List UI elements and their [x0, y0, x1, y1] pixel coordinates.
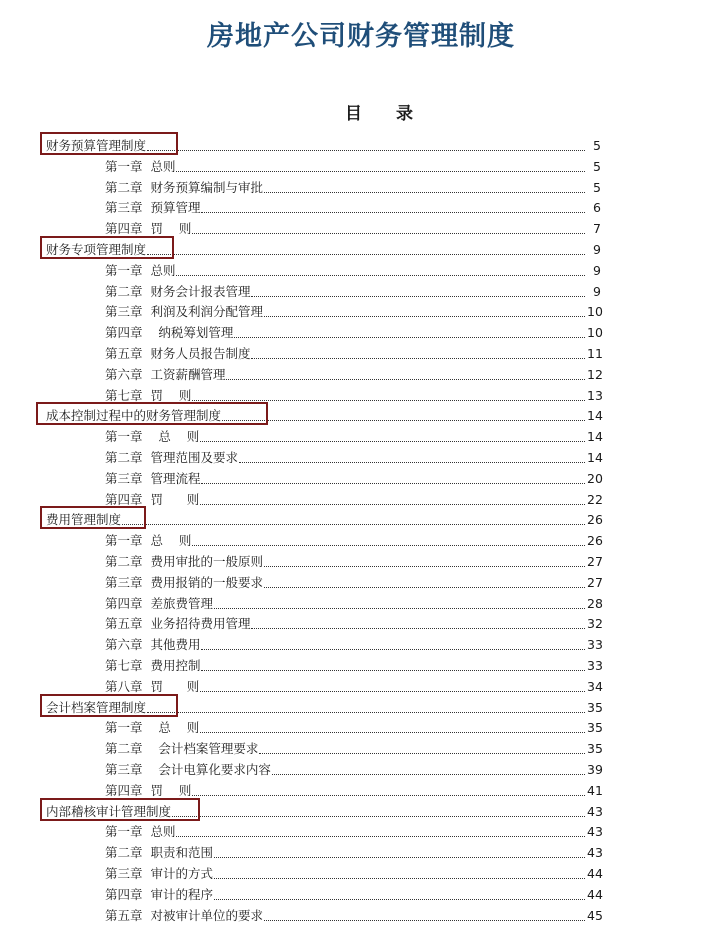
toc-chapter-label: 第四章 罚 则	[105, 782, 192, 798]
toc-chapter-entry[interactable]	[105, 280, 601, 300]
toc-page-number: 43	[587, 803, 603, 819]
toc-page-number: 10	[587, 325, 603, 341]
toc-chapter-label: 第二章 职责和范围	[105, 845, 213, 861]
toc-chapter-entry[interactable]	[105, 571, 601, 591]
toc-leader-dots	[147, 149, 585, 151]
toc-chapter-label: 第四章 罚 则	[105, 491, 200, 507]
toc-chapter-label: 第四章 差旅费管理	[105, 595, 213, 611]
toc-leader-dots	[200, 690, 585, 692]
toc-chapter-label: 第一章 总 则	[105, 533, 192, 549]
toc-leader-dots	[192, 232, 585, 234]
toc-page-number: 35	[587, 741, 603, 757]
toc-leader-dots	[201, 211, 585, 213]
toc-chapter-label: 第八章 罚 则	[105, 678, 200, 694]
toc-page-number: 12	[587, 366, 603, 382]
toc-leader-dots	[259, 752, 585, 754]
toc-chapter-label: 第六章 其他费用	[105, 637, 201, 653]
toc-page-number: 22	[587, 491, 603, 507]
document-title: 房地产公司财务管理制度	[207, 21, 515, 52]
toc-chapter-entry[interactable]	[105, 300, 601, 320]
toc-page-number: 34	[587, 678, 603, 694]
toc-leader-dots	[122, 523, 585, 525]
toc-leader-dots	[176, 170, 585, 172]
toc-leader-dots	[264, 919, 585, 921]
toc-leader-dots	[192, 544, 585, 546]
toc-chapter-label: 第五章 业务招待费用管理	[105, 616, 251, 632]
toc-leader-dots	[176, 274, 585, 276]
toc-chapter-entry[interactable]	[105, 716, 601, 736]
toc-chapter-label: 第七章 费用控制	[105, 658, 201, 673]
toc-leader-dots	[251, 357, 585, 359]
toc-section-label: 内部稽核审计管理制度	[46, 803, 172, 819]
toc-chapter-label: 第四章 审计的程序	[105, 886, 213, 902]
toc-chapter-label: 第四章 罚 则	[105, 221, 192, 237]
toc-page-number: 14	[587, 408, 603, 424]
toc-page-number: 33	[587, 658, 603, 673]
toc-chapter-label: 第一章 总则	[105, 824, 176, 840]
toc-leader-dots	[264, 191, 585, 193]
toc-chapter-entry[interactable]	[105, 654, 601, 674]
toc-leader-dots	[200, 440, 585, 442]
toc-section-label: 会计档案管理制度	[46, 699, 147, 715]
toc-leader-dots	[239, 461, 585, 463]
toc-chapter-entry[interactable]	[105, 467, 601, 487]
toc-page-number: 9	[593, 262, 601, 278]
toc-leader-dots	[264, 586, 585, 588]
toc-leader-dots	[147, 711, 585, 713]
toc-chapter-entry[interactable]	[105, 633, 601, 653]
toc-leader-dots	[251, 295, 585, 297]
toc-leader-dots	[214, 607, 585, 609]
toc-leader-dots	[201, 648, 585, 650]
toc-page-number: 35	[587, 699, 603, 715]
toc-section-entry[interactable]	[46, 508, 601, 528]
toc-chapter-label: 第五章 对被审计单位的要求	[105, 907, 263, 923]
toc-chapter-label: 第一章 总则	[105, 262, 176, 278]
toc-page-number: 5	[593, 138, 601, 153]
toc-section-entry[interactable]	[46, 238, 601, 258]
toc-page-number: 6	[593, 200, 601, 216]
toc-chapter-entry[interactable]	[105, 737, 601, 757]
toc-page-number: 35	[587, 720, 603, 736]
toc-page-number: 28	[587, 595, 603, 611]
toc-chapter-label: 第五章 财务人员报告制度	[105, 346, 251, 361]
toc-section-entry[interactable]	[46, 696, 601, 716]
toc-section-label: 费用管理制度	[46, 512, 122, 528]
toc-chapter-label: 第一章 总则	[105, 158, 176, 174]
toc-leader-dots	[176, 835, 585, 837]
toc-page-number: 14	[587, 450, 603, 465]
toc-chapter-label: 第二章 财务预算编制与审批	[105, 179, 263, 195]
toc-leader-dots	[214, 877, 585, 879]
toc-page-number: 5	[593, 179, 601, 195]
toc-chapter-entry[interactable]	[105, 758, 601, 778]
toc-chapter-entry[interactable]	[105, 196, 601, 216]
toc-chapter-entry[interactable]	[105, 841, 601, 861]
toc-leader-dots	[200, 503, 585, 505]
toc-page-number: 26	[587, 512, 603, 528]
toc-heading-char-2: 录	[395, 104, 413, 124]
toc-page-number: 44	[587, 866, 603, 881]
toc-chapter-entry[interactable]	[105, 883, 601, 903]
toc-page-number: 9	[593, 283, 601, 299]
toc-leader-dots	[264, 565, 585, 567]
toc-chapter-label: 第二章 管理范围及要求	[105, 450, 238, 465]
toc-chapter-entry[interactable]	[105, 904, 601, 924]
toc-page-number: 33	[587, 637, 603, 653]
toc-leader-dots	[192, 794, 585, 796]
toc-leader-dots	[264, 315, 585, 317]
toc-page-number: 45	[587, 907, 603, 923]
toc-chapter-entry[interactable]	[105, 820, 601, 840]
toc-leader-dots	[234, 336, 585, 338]
toc-chapter-label: 第七章 罚 则	[105, 387, 192, 403]
toc-leader-dots	[226, 378, 585, 380]
toc-chapter-label: 第三章 会计电算化要求内容	[105, 762, 271, 777]
toc-chapter-entry[interactable]	[105, 529, 601, 549]
toc-leader-dots	[172, 815, 585, 817]
toc-chapter-entry[interactable]	[105, 176, 601, 196]
toc-heading-char-1: 目	[345, 104, 363, 124]
toc-chapter-entry[interactable]	[105, 612, 601, 632]
toc-chapter-entry[interactable]	[105, 384, 601, 404]
toc-chapter-entry[interactable]	[105, 425, 601, 445]
toc-chapter-label: 第三章 费用报销的一般要求	[105, 574, 263, 590]
toc-chapter-entry[interactable]	[105, 342, 601, 362]
toc-page-number: 14	[587, 429, 603, 445]
toc-page-number: 43	[587, 824, 603, 840]
toc-chapter-entry[interactable]	[105, 550, 601, 570]
toc-heading	[0, 99, 722, 124]
toc-page-number: 26	[587, 533, 603, 549]
toc-page-number: 20	[587, 470, 603, 486]
toc-section-entry[interactable]	[46, 800, 601, 820]
toc-chapter-label: 第三章 审计的方式	[105, 866, 213, 881]
toc-chapter-label: 第一章 总 则	[105, 429, 200, 445]
toc-page-number: 5	[593, 158, 601, 174]
toc-chapter-label: 第三章 管理流程	[105, 470, 201, 486]
toc-page-number: 27	[587, 554, 603, 569]
toc-page-number: 13	[587, 387, 603, 403]
toc-leader-dots	[214, 856, 585, 858]
toc-leader-dots	[272, 773, 585, 775]
toc-chapter-label: 第二章 财务会计报表管理	[105, 283, 251, 299]
toc-chapter-label: 第四章 纳税筹划管理	[105, 325, 234, 341]
toc-chapter-entry[interactable]	[105, 217, 601, 237]
toc-page-number: 11	[587, 346, 603, 361]
toc-leader-dots	[200, 731, 585, 733]
toc-leader-dots	[201, 482, 585, 484]
toc-leader-dots	[222, 419, 585, 421]
toc-section-entry[interactable]	[46, 134, 601, 154]
toc-chapter-entry[interactable]	[105, 363, 601, 383]
toc-chapter-entry[interactable]	[105, 488, 601, 508]
toc-page-number: 41	[587, 782, 603, 798]
toc-chapter-label: 第二章 费用审批的一般原则	[105, 554, 263, 569]
toc-page-number: 10	[587, 304, 603, 320]
toc-chapter-entry[interactable]	[105, 779, 601, 799]
toc-leader-dots	[214, 898, 585, 900]
toc-page-number: 27	[587, 574, 603, 590]
toc-page-number: 43	[587, 845, 603, 861]
toc-chapter-entry[interactable]	[105, 592, 601, 612]
toc-chapter-label: 第三章 利润及利润分配管理	[105, 304, 263, 320]
toc-page-number: 44	[587, 886, 603, 902]
toc-page-number: 7	[593, 221, 601, 237]
toc-section-label: 成本控制过程中的财务管理制度	[46, 408, 222, 424]
toc-chapter-label: 第三章 预算管理	[105, 200, 201, 216]
toc-leader-dots	[201, 669, 585, 671]
toc-chapter-label: 第六章 工资薪酬管理	[105, 366, 226, 382]
toc-page-number: 32	[587, 616, 603, 632]
toc-leader-dots	[147, 253, 585, 255]
toc-chapter-entry[interactable]	[105, 259, 601, 279]
toc-chapter-entry[interactable]	[105, 155, 601, 175]
toc-leader-dots	[251, 627, 585, 629]
toc-section-label: 财务预算管理制度	[46, 138, 147, 153]
toc-page-number: 9	[593, 242, 601, 257]
toc-chapter-entry[interactable]	[105, 321, 601, 341]
toc-page-number: 39	[587, 762, 603, 777]
toc-chapter-entry[interactable]	[105, 862, 601, 882]
toc-leader-dots	[192, 399, 585, 401]
toc-chapter-label: 第一章 总 则	[105, 720, 200, 736]
toc-section-entry[interactable]	[46, 404, 601, 424]
toc-section-label: 财务专项管理制度	[46, 242, 147, 257]
toc-chapter-label: 第二章 会计档案管理要求	[105, 741, 259, 757]
toc-chapter-entry[interactable]	[105, 675, 601, 695]
toc-chapter-entry[interactable]	[105, 446, 601, 466]
